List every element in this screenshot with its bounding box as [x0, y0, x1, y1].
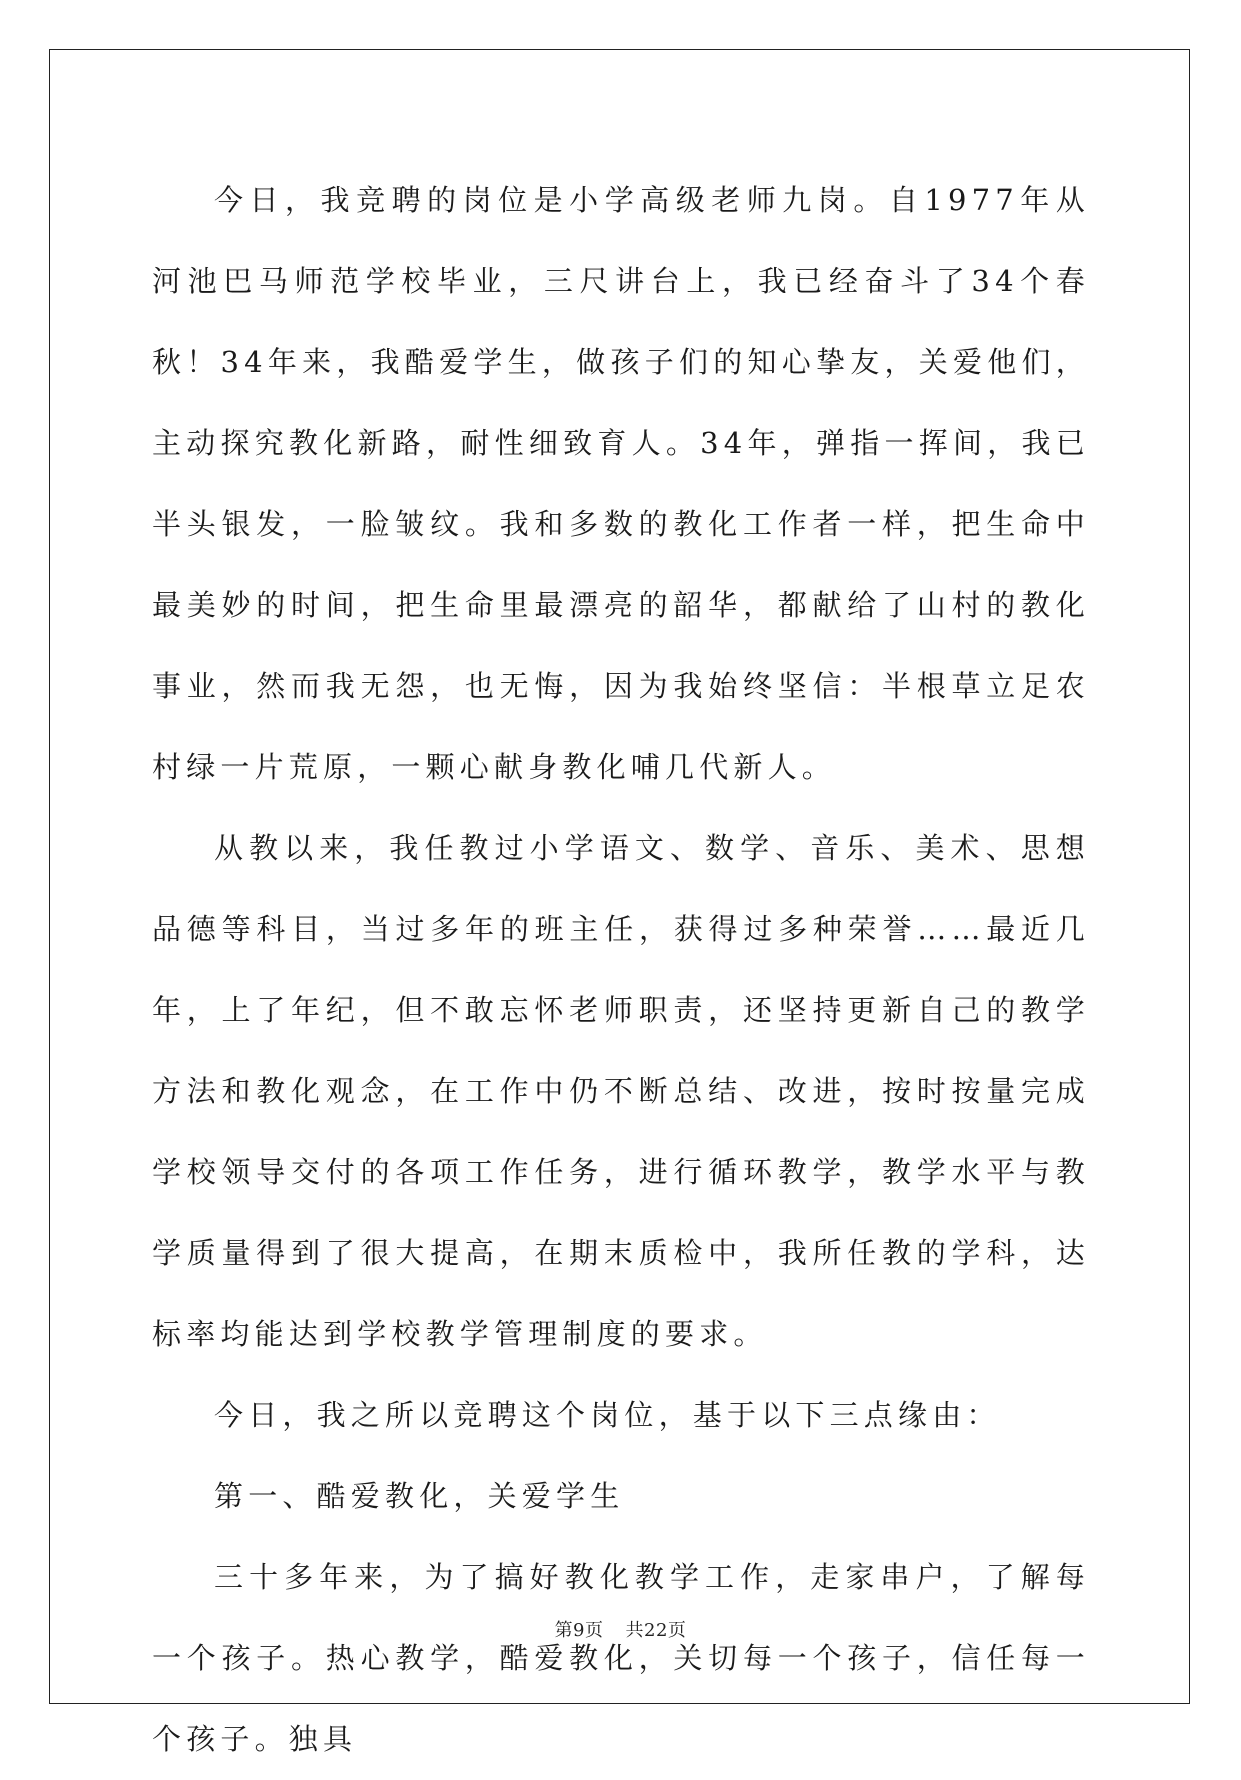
paragraph: 今日，我竞聘的岗位是小学高级老师九岗。自1977年从河池巴马师范学校毕业，三尺讲台上，我已经奋斗了34个春秋！34年来，我酷爱学生，做孩子们的知心挚友，关爱他们，主动探究教化新路，耐性细致育人。34年，弹指一挥间，我已半头银发，一脸皱纹。我和多数的教化工作者一样，把生命中最美妙的时间，把生命里最漂亮的韶华，都献给了山村的教化事业，然而我无怨，也无悔，因为我始终坚信：半根草立足农村绿一片荒原，一颗心献身教化哺几代新人。 — [152, 183, 1090, 784]
paragraph: 三十多年来，为了搞好教化教学工作，走家串户，了解每一个孩子。热心教学，酷爱教化，关切每一个孩子，信任每一个孩子。独具 — [152, 1560, 1090, 1756]
paragraph: 今日，我之所以竞聘这个岗位，基于以下三点缘由： — [214, 1398, 1001, 1432]
page-footer — [0, 1616, 1241, 1642]
page-number: 第9页 — [554, 1620, 604, 1641]
paragraph: 第一、酷爱教化，关爱学生 — [214, 1479, 625, 1513]
paragraph: 从教以来，我任教过小学语文、数学、音乐、美术、思想品德等科目，当过多年的班主任，获得过多种荣誉……最近几年，上了年纪，但不敢忘怀老师职责，还坚持更新自己的教学方法和教化观念，在工作中仍不断总结、改进，按时按量完成学校领导交付的各项工作任务，进行循环教学，教学水平与教学质量得到了很大提高，在期末质检中，我所任教的学科，达标率均能达到学校教学管理制度的要求。 — [152, 831, 1090, 1351]
page-total: 共22页 — [625, 1620, 687, 1641]
document-body — [152, 160, 1090, 1780]
